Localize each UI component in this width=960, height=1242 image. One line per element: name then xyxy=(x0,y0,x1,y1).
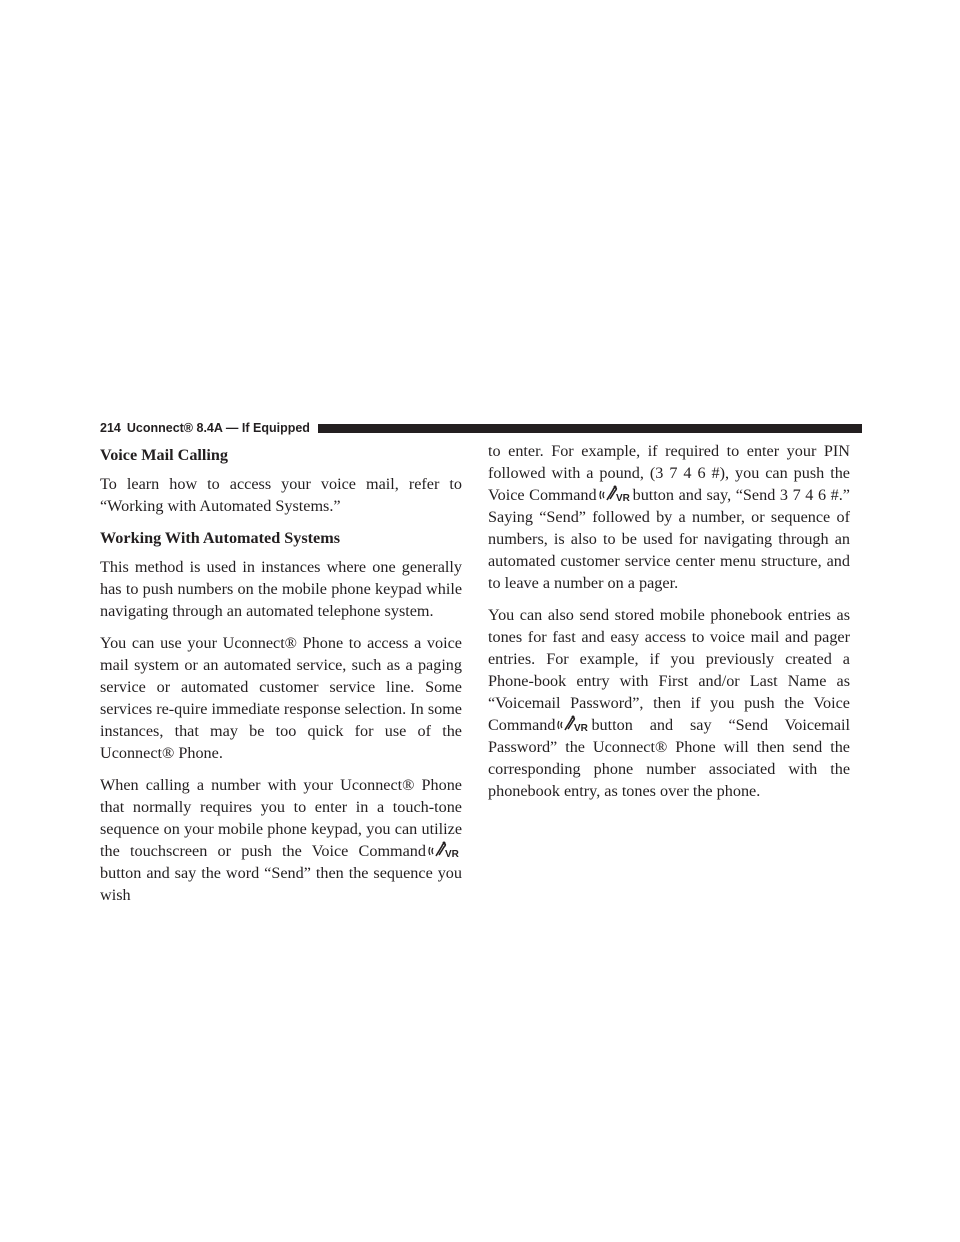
voice-command-icon xyxy=(556,715,590,733)
section-title: Uconnect® 8.4A — If Equipped xyxy=(126,421,310,435)
paragraph-touch-tone xyxy=(100,774,462,906)
text-segment: button and say the word “Send” then the sequence you wish xyxy=(100,864,462,904)
left-column xyxy=(100,440,462,916)
heading-automated-systems: Working With Automated Systems xyxy=(100,529,340,547)
paragraph-voice-mail: To learn how to access your voice mail, refer to “Working with Automated Systems.” xyxy=(100,475,462,515)
heading-voice-mail-calling: Voice Mail Calling xyxy=(100,446,228,464)
text-segment: When calling a number with your Uconnect® Phone that normally requires you to enter in a touch-tone sequence on your mobile phone keypad, you can utilize the touchscreen or push the Voice Command xyxy=(100,776,462,860)
text-segment: button and say “Send Voicemail Password” the Uconnect® Phone will then send the corresponding phone number associated with the phonebook entry, as tones over the phone. xyxy=(488,716,850,800)
right-column xyxy=(488,440,850,812)
paragraph-pin-example xyxy=(488,440,850,594)
text-segment: to enter. For example, if required to enter your PIN followed with a pound, (3 7 4 6 #), you can push the Voice Command xyxy=(488,442,850,504)
voice-command-icon xyxy=(427,841,461,859)
text-segment: You can also send stored mobile phonebook entries as tones for fast and easy access to voice mail and pager entries. For example, if you previously created a Phone-book entry with First and/or Last Name as “Voicemail Password”, then if you push the Voice Command xyxy=(488,606,850,734)
paragraph-uconnect-access: You can use your Uconnect® Phone to access a voice mail system or an automated service, such as a paging service or automated customer service line. Some services re-quire immediate response selection. In some instances, that may be too quick for use of the Uconnect® Phone. xyxy=(100,634,462,762)
text-segment: button and say, “Send 3 7 4 6 #.” Saying “Send” followed by a number, or sequence of numbers, is also to be used for navigating through an automated customer service center menu structure, and to leave a number on a pager. xyxy=(488,486,850,592)
vr-label: VR xyxy=(574,723,589,733)
header-text xyxy=(100,421,318,435)
paragraph-phonebook-tones xyxy=(488,604,850,802)
page-header xyxy=(100,420,862,436)
page-number: 214 xyxy=(100,421,121,435)
voice-command-icon xyxy=(598,485,632,503)
paragraph-method: This method is used in instances where one generally has to push numbers on the mobile phone keypad while navigating through an automated telephone system. xyxy=(100,558,462,620)
header-rule xyxy=(318,424,862,433)
vr-label: VR xyxy=(445,849,459,859)
vr-label: VR xyxy=(615,493,630,503)
